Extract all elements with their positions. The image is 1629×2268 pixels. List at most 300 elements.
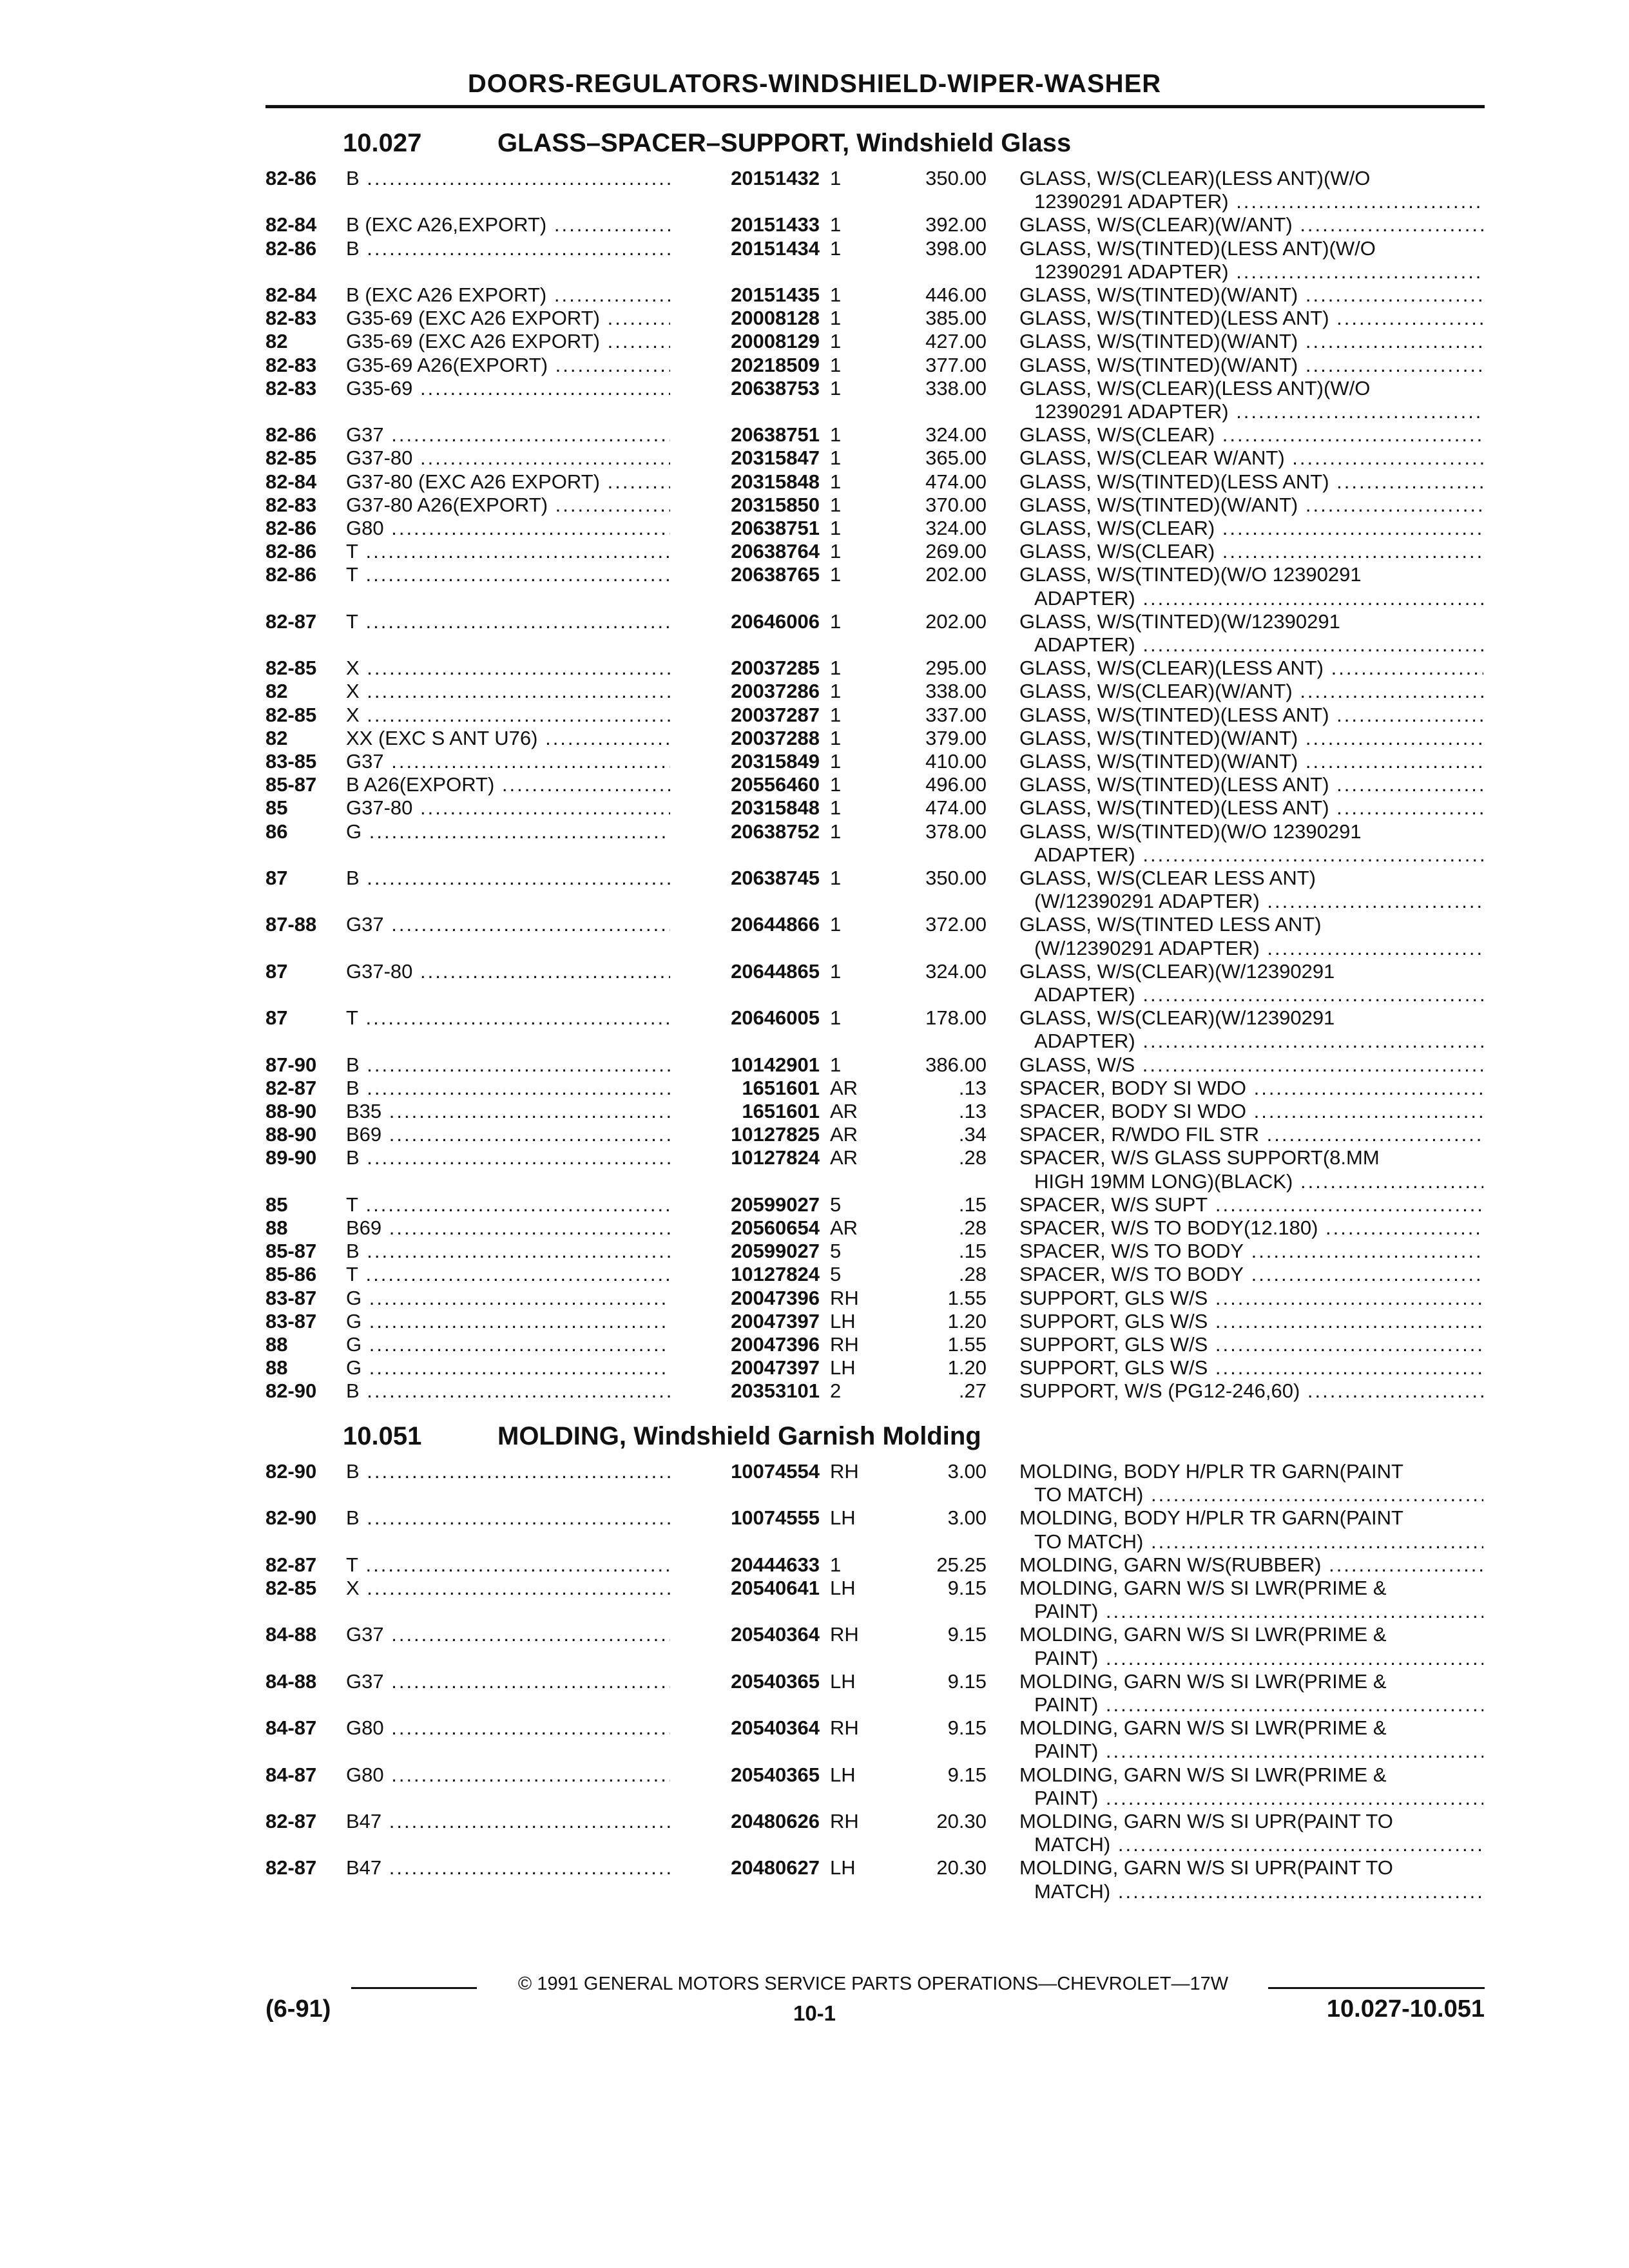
price: 1.20 — [947, 1309, 987, 1332]
quantity: 1 — [830, 376, 842, 399]
price: 295.00 — [925, 657, 987, 680]
part-row-continuation — [0, 633, 1629, 657]
part-row — [0, 1379, 1629, 1403]
price: 337.00 — [925, 703, 987, 726]
quantity: LH — [830, 1856, 856, 1879]
part-row — [0, 353, 1629, 377]
part-description-continued: PAINT) ..... — [1034, 1646, 1483, 1670]
quantity: 1 — [830, 447, 842, 470]
part-row — [0, 1856, 1629, 1879]
quantity: 1 — [830, 680, 842, 703]
price: 324.00 — [925, 423, 987, 447]
part-row — [0, 1763, 1629, 1787]
price: 269.00 — [925, 540, 987, 563]
price: 474.00 — [925, 470, 987, 493]
quantity: 1 — [830, 820, 842, 843]
model-code: T ..... — [346, 1006, 679, 1030]
part-row — [0, 539, 1629, 563]
model-code: B ..... — [346, 1053, 679, 1077]
part-number: 20151434 — [670, 236, 820, 260]
model-code: G37 ..... — [346, 423, 679, 447]
part-description: GLASS, W/S(TINTED)(W/O 12390291 — [1019, 820, 1362, 843]
quantity: RH — [830, 1810, 859, 1832]
model-years: 87 — [265, 959, 288, 983]
part-description-continued: HIGH 19MM LONG)(BLACK) ..... — [1034, 1169, 1483, 1193]
quantity: 1 — [830, 563, 842, 586]
part-row — [0, 213, 1629, 236]
part-row-continuation — [0, 1879, 1629, 1903]
part-row — [0, 376, 1629, 400]
quantity: 1 — [830, 867, 842, 889]
model-code: T ..... — [346, 1262, 679, 1286]
part-number: 20644865 — [670, 959, 820, 983]
price: 178.00 — [925, 1006, 987, 1030]
quantity: 1 — [830, 1053, 842, 1076]
model-code: B ..... — [346, 866, 679, 890]
footer-rule-left — [351, 1987, 477, 1989]
part-row — [0, 1006, 1629, 1030]
model-code: G80 ..... — [346, 1763, 679, 1787]
quantity: AR — [830, 1146, 858, 1169]
model-code: T ..... — [346, 1193, 679, 1216]
part-description: GLASS, W/S(TINTED)(LESS ANT) ..... — [1019, 306, 1483, 330]
part-row — [0, 423, 1629, 447]
quantity: 5 — [830, 1240, 842, 1263]
quantity: AR — [830, 1216, 858, 1239]
model-years: 82-83 — [265, 353, 317, 376]
price: 386.00 — [925, 1053, 987, 1076]
model-code: B ..... — [346, 1239, 679, 1263]
part-description: GLASS, W/S(TINTED)(LESS ANT)(W/O — [1019, 236, 1376, 260]
model-code: B ..... — [346, 1506, 679, 1530]
part-number: 20638752 — [670, 820, 820, 843]
part-description: SUPPORT, GLS W/S ..... — [1019, 1356, 1483, 1379]
part-row — [0, 726, 1629, 750]
part-description: GLASS, W/S(CLEAR)(W/12390291 — [1019, 959, 1335, 983]
part-description-continued: PAINT) ..... — [1034, 1786, 1483, 1810]
model-code: B47 ..... — [346, 1856, 679, 1879]
model-years: 82 — [265, 726, 288, 749]
price: 398.00 — [925, 236, 987, 260]
model-years: 82-87 — [265, 610, 317, 633]
part-description: MOLDING, GARN W/S SI UPR(PAINT TO — [1019, 1810, 1393, 1832]
part-row — [0, 1332, 1629, 1356]
price: 350.00 — [925, 167, 987, 189]
price: 427.00 — [925, 330, 987, 353]
part-row — [0, 1576, 1629, 1600]
price: 9.15 — [947, 1716, 987, 1740]
part-row — [0, 1622, 1629, 1646]
model-code: B (EXC A26 EXPORT) ..... — [346, 283, 679, 307]
quantity: LH — [830, 1506, 856, 1530]
part-number: 20353101 — [670, 1379, 820, 1403]
price: 338.00 — [925, 376, 987, 399]
part-description: GLASS, W/S(CLEAR)(LESS ANT) ..... — [1019, 656, 1483, 680]
quantity: 1 — [830, 540, 842, 563]
model-code: G37-80 ..... — [346, 796, 679, 820]
part-description-continued: 12390291 ADAPTER) ..... — [1034, 399, 1483, 423]
part-number: 20540364 — [670, 1716, 820, 1740]
part-description: SPACER, W/S SUPT ..... — [1019, 1193, 1483, 1216]
part-row — [0, 749, 1629, 773]
model-years: 82-86 — [265, 236, 317, 260]
part-row — [0, 1669, 1629, 1693]
part-description: GLASS, W/S ..... — [1019, 1053, 1483, 1077]
part-row-continuation — [0, 189, 1629, 213]
price: 3.00 — [947, 1506, 987, 1530]
section-heading — [0, 129, 1629, 161]
part-number: 20037287 — [670, 703, 820, 727]
model-years: 83-87 — [265, 1286, 317, 1309]
part-number: 20047397 — [670, 1309, 820, 1333]
part-number: 20315847 — [670, 446, 820, 470]
quantity: RH — [830, 1623, 859, 1646]
model-code: B69 ..... — [346, 1216, 679, 1240]
part-number: 20540364 — [670, 1622, 820, 1646]
part-row-continuation — [0, 1786, 1629, 1810]
part-description: MOLDING, GARN W/S(RUBBER) ..... — [1019, 1553, 1483, 1577]
model-code: T ..... — [346, 539, 679, 563]
section-number: 10.027 — [343, 129, 422, 157]
price: .15 — [958, 1240, 987, 1263]
part-number: 20151435 — [670, 283, 820, 307]
model-code: XX (EXC S ANT U76) ..... — [346, 726, 679, 750]
quantity: 1 — [830, 213, 842, 236]
part-description-continued: MATCH) ..... — [1034, 1832, 1483, 1856]
part-description: GLASS, W/S(TINTED)(W/12390291 — [1019, 610, 1340, 633]
footer-rule-right — [1268, 1987, 1485, 1989]
model-years: 82-90 — [265, 1460, 317, 1483]
model-code: G35-69 A26(EXPORT) ..... — [346, 353, 679, 377]
part-description: GLASS, W/S(CLEAR W/ANT) ..... — [1019, 446, 1483, 470]
part-row-continuation — [0, 260, 1629, 284]
part-number: 20638764 — [670, 539, 820, 563]
model-code: B69 ..... — [346, 1122, 679, 1146]
part-number: 10127824 — [670, 1262, 820, 1286]
part-row-continuation — [0, 1029, 1629, 1053]
price: 378.00 — [925, 820, 987, 843]
quantity: RH — [830, 1286, 859, 1309]
price: 3.00 — [947, 1460, 987, 1483]
section-heading — [0, 1422, 1629, 1454]
part-description: GLASS, W/S(CLEAR) ..... — [1019, 516, 1483, 540]
part-description: SUPPORT, GLS W/S ..... — [1019, 1286, 1483, 1310]
part-description: MOLDING, GARN W/S SI LWR(PRIME & — [1019, 1716, 1387, 1740]
footer-page-number: 10-1 — [793, 2001, 836, 2025]
part-description: GLASS, W/S(TINTED)(LESS ANT) ..... — [1019, 773, 1483, 796]
part-description: GLASS, W/S(CLEAR)(LESS ANT)(W/O — [1019, 376, 1371, 399]
part-number: 20540365 — [670, 1669, 820, 1693]
model-years: 82-84 — [265, 284, 317, 306]
part-number: 20315848 — [670, 470, 820, 494]
part-description: GLASS, W/S(CLEAR)(LESS ANT)(W/O — [1019, 167, 1371, 189]
part-number: 20480626 — [670, 1809, 820, 1833]
part-row — [0, 562, 1629, 586]
model-code: X ..... — [346, 679, 679, 703]
model-code: G ..... — [346, 1309, 679, 1333]
quantity: 1 — [830, 610, 842, 633]
part-description: GLASS, W/S(CLEAR)(W/ANT) ..... — [1019, 679, 1483, 703]
model-years: 87 — [265, 1006, 288, 1030]
footer-copyright: © 1991 GENERAL MOTORS SERVICE PARTS OPERATIONS—CHEVROLET—17W — [517, 1974, 1229, 1994]
model-code: G80 ..... — [346, 1716, 679, 1740]
part-row — [0, 1506, 1629, 1530]
price: 9.15 — [947, 1623, 987, 1646]
price: 377.00 — [925, 353, 987, 376]
part-description-continued: 12390291 ADAPTER) ..... — [1034, 260, 1483, 284]
part-row — [0, 679, 1629, 703]
part-number: 20638765 — [670, 562, 820, 586]
quantity: 1 — [830, 353, 842, 376]
part-row — [0, 820, 1629, 843]
quantity: AR — [830, 1100, 858, 1122]
part-number: 20560654 — [670, 1216, 820, 1240]
model-code: G35-69 (EXC A26 EXPORT) ..... — [346, 329, 679, 353]
quantity: LH — [830, 1577, 856, 1599]
part-description: GLASS, W/S(CLEAR) ..... — [1019, 539, 1483, 563]
quantity: 1 — [830, 796, 842, 820]
price: 474.00 — [925, 796, 987, 820]
part-description: SPACER, R/WDO FIL STR ..... — [1019, 1122, 1483, 1146]
model-years: 82-84 — [265, 213, 317, 236]
part-number: 20638751 — [670, 423, 820, 447]
model-code: G ..... — [346, 1332, 679, 1356]
price: .34 — [958, 1123, 987, 1146]
quantity: 1 — [830, 1006, 842, 1030]
quantity: AR — [830, 1123, 858, 1146]
model-years: 82-87 — [265, 1553, 317, 1576]
quantity: 1 — [830, 493, 842, 516]
model-years: 89-90 — [265, 1146, 317, 1169]
part-number: 1651601 — [670, 1076, 820, 1100]
price: 372.00 — [925, 913, 987, 936]
part-row — [0, 610, 1629, 633]
part-row — [0, 329, 1629, 353]
model-code: G37-80 (EXC A26 EXPORT) ..... — [346, 470, 679, 494]
model-code: B (EXC A26,EXPORT) ..... — [346, 213, 679, 236]
price: 1.55 — [947, 1333, 987, 1356]
price: 1.55 — [947, 1286, 987, 1309]
model-years: 82-84 — [265, 470, 317, 493]
model-years: 87-90 — [265, 1053, 317, 1076]
part-description: MOLDING, GARN W/S SI LWR(PRIME & — [1019, 1669, 1387, 1693]
model-years: 85-86 — [265, 1263, 317, 1286]
model-code: T ..... — [346, 1553, 679, 1577]
quantity: LH — [830, 1669, 856, 1693]
model-years: 83-85 — [265, 750, 317, 773]
part-description: GLASS, W/S(TINTED)(W/O 12390291 — [1019, 563, 1362, 586]
part-row-continuation — [0, 1599, 1629, 1623]
model-years: 88-90 — [265, 1123, 317, 1146]
part-description-continued: 12390291 ADAPTER) ..... — [1034, 189, 1483, 213]
price: .13 — [958, 1100, 987, 1122]
part-description: SUPPORT, GLS W/S ..... — [1019, 1309, 1483, 1333]
part-description-continued: MATCH) ..... — [1034, 1879, 1483, 1903]
quantity: 1 — [830, 657, 842, 680]
model-years: 88 — [265, 1356, 288, 1379]
quantity: 1 — [830, 959, 842, 983]
part-description-continued: PAINT) ..... — [1034, 1599, 1483, 1623]
part-row — [0, 1193, 1629, 1216]
price: 338.00 — [925, 680, 987, 703]
part-number: 10127824 — [670, 1146, 820, 1169]
part-description-continued: (W/12390291 ADAPTER) ..... — [1034, 936, 1483, 960]
part-number: 20540365 — [670, 1763, 820, 1787]
part-description: GLASS, W/S(TINTED)(W/ANT) ..... — [1019, 353, 1483, 377]
part-number: 20047396 — [670, 1286, 820, 1310]
part-number: 20037285 — [670, 656, 820, 680]
model-code: G37 ..... — [346, 912, 679, 936]
part-number: 10142901 — [670, 1053, 820, 1077]
part-row-continuation — [0, 399, 1629, 423]
model-code: B ..... — [346, 1146, 679, 1169]
quantity: 1 — [830, 703, 842, 726]
part-row — [0, 1459, 1629, 1483]
quantity: 1 — [830, 726, 842, 749]
part-row-continuation — [0, 1832, 1629, 1856]
price: 496.00 — [925, 773, 987, 796]
price: .28 — [958, 1263, 987, 1286]
part-number: 20644866 — [670, 912, 820, 936]
part-row — [0, 703, 1629, 727]
model-code: B ..... — [346, 166, 679, 190]
part-number: 20599027 — [670, 1193, 820, 1216]
part-description: SPACER, W/S TO BODY(12.180) ..... — [1019, 1216, 1483, 1240]
part-description-continued: ADAPTER) ..... — [1034, 1029, 1483, 1053]
part-row — [0, 1076, 1629, 1100]
model-years: 88 — [265, 1333, 288, 1356]
part-row — [0, 1216, 1629, 1240]
part-description: GLASS, W/S(TINTED)(LESS ANT) ..... — [1019, 796, 1483, 820]
part-row — [0, 306, 1629, 330]
part-row-continuation — [0, 1646, 1629, 1670]
part-description: GLASS, W/S(CLEAR)(W/ANT) ..... — [1019, 213, 1483, 236]
price: 365.00 — [925, 447, 987, 470]
part-description: GLASS, W/S(TINTED)(W/ANT) ..... — [1019, 329, 1483, 353]
model-years: 85-87 — [265, 1240, 317, 1263]
part-number: 20008128 — [670, 306, 820, 330]
price: 379.00 — [925, 726, 987, 749]
part-number: 20444633 — [670, 1553, 820, 1577]
part-row-continuation — [0, 586, 1629, 610]
model-years: 82-85 — [265, 703, 317, 726]
part-description: SUPPORT, GLS W/S ..... — [1019, 1332, 1483, 1356]
part-description: SPACER, BODY SI WDO ..... — [1019, 1099, 1483, 1123]
section-number: 10.051 — [343, 1422, 422, 1450]
price: .28 — [958, 1216, 987, 1239]
part-row — [0, 1286, 1629, 1310]
part-number: 20646006 — [670, 610, 820, 633]
model-years: 84-88 — [265, 1623, 317, 1646]
price: .13 — [958, 1076, 987, 1099]
part-row — [0, 1262, 1629, 1286]
part-number: 10127825 — [670, 1122, 820, 1146]
part-description-continued: ADAPTER) ..... — [1034, 586, 1483, 610]
part-row — [0, 866, 1629, 890]
model-years: 82 — [265, 680, 288, 703]
part-description: MOLDING, BODY H/PLR TR GARN(PAINT — [1019, 1506, 1403, 1530]
part-description: MOLDING, GARN W/S SI LWR(PRIME & — [1019, 1577, 1387, 1599]
part-description: MOLDING, GARN W/S SI LWR(PRIME & — [1019, 1623, 1387, 1646]
part-description-continued: ADAPTER) ..... — [1034, 983, 1483, 1006]
quantity: 1 — [830, 423, 842, 447]
part-row — [0, 912, 1629, 936]
part-row-continuation — [0, 1483, 1629, 1506]
part-description-continued: TO MATCH) ..... — [1034, 1483, 1483, 1506]
model-code: B47 ..... — [346, 1809, 679, 1833]
header-rule — [265, 105, 1485, 108]
quantity: RH — [830, 1716, 859, 1740]
model-code: X ..... — [346, 656, 679, 680]
model-code: B ..... — [346, 1459, 679, 1483]
model-years: 83-87 — [265, 1309, 317, 1332]
model-years: 82-86 — [265, 167, 317, 189]
part-description: SUPPORT, W/S (PG12-246,60) ..... — [1019, 1379, 1483, 1403]
model-code: G37 ..... — [346, 1622, 679, 1646]
part-number: 20315848 — [670, 796, 820, 820]
quantity: RH — [830, 1333, 859, 1356]
quantity: LH — [830, 1356, 856, 1379]
model-years: 82-86 — [265, 423, 317, 447]
price: 392.00 — [925, 213, 987, 236]
model-code: G37 ..... — [346, 749, 679, 773]
model-years: 82-90 — [265, 1506, 317, 1530]
part-number: 10074554 — [670, 1459, 820, 1483]
model-years: 84-87 — [265, 1763, 317, 1786]
price: 370.00 — [925, 493, 987, 516]
model-years: 82-90 — [265, 1379, 317, 1403]
price: 385.00 — [925, 307, 987, 330]
price: 1.20 — [947, 1356, 987, 1379]
part-description: GLASS, W/S(CLEAR LESS ANT) — [1019, 867, 1316, 889]
model-years: 82-87 — [265, 1856, 317, 1879]
price: 9.15 — [947, 1669, 987, 1693]
part-number: 20047397 — [670, 1356, 820, 1379]
part-row — [0, 1099, 1629, 1123]
model-years: 82-85 — [265, 447, 317, 470]
model-code: G37-80 ..... — [346, 959, 679, 983]
model-years: 82-83 — [265, 376, 317, 399]
price: 350.00 — [925, 867, 987, 889]
model-years: 85 — [265, 1193, 288, 1216]
quantity: RH — [830, 1460, 859, 1483]
model-years: 88 — [265, 1216, 288, 1239]
model-years: 82-85 — [265, 657, 317, 680]
quantity: 1 — [830, 517, 842, 539]
model-years: 84-88 — [265, 1669, 317, 1693]
part-description-continued: ADAPTER) ..... — [1034, 843, 1483, 867]
quantity: LH — [830, 1763, 856, 1786]
price: .15 — [958, 1193, 987, 1216]
part-number: 20599027 — [670, 1239, 820, 1263]
part-row — [0, 1809, 1629, 1833]
model-code: B ..... — [346, 1076, 679, 1100]
model-code: G ..... — [346, 1356, 679, 1379]
price: .27 — [958, 1379, 987, 1403]
part-number: 20315849 — [670, 749, 820, 773]
price: 202.00 — [925, 610, 987, 633]
model-code: G37-80 ..... — [346, 446, 679, 470]
quantity: 1 — [830, 330, 842, 353]
part-description: GLASS, W/S(CLEAR) ..... — [1019, 423, 1483, 447]
part-description: GLASS, W/S(TINTED)(LESS ANT) ..... — [1019, 470, 1483, 494]
model-code: G37 ..... — [346, 1669, 679, 1693]
model-years: 82-86 — [265, 540, 317, 563]
quantity: 1 — [830, 236, 842, 260]
part-row — [0, 446, 1629, 470]
model-code: G35-69 (EXC A26 EXPORT) ..... — [346, 306, 679, 330]
part-description: GLASS, W/S(TINTED)(LESS ANT) ..... — [1019, 703, 1483, 727]
